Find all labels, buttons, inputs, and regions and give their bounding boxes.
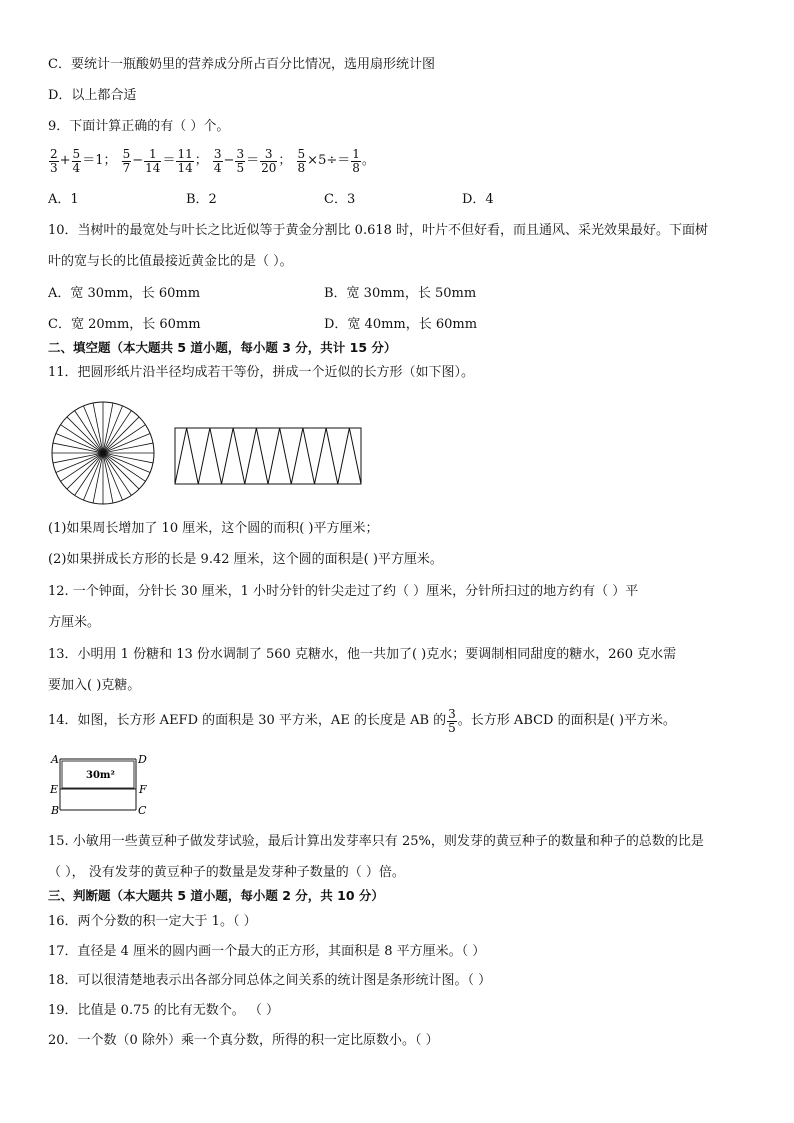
fraction: $\frac{2}{3}$: [50, 146, 58, 175]
q12-line2: 方厘米。: [48, 615, 101, 630]
fraction: $\frac{5}{8}$: [297, 146, 306, 175]
q11-sub2: (2)如果拼成长方形的长是 9.42 厘米，这个圆的面积是( )平方厘米。: [48, 552, 443, 567]
q15-line1: 15. 小敏用一些黄豆种子做发芽试验，最后计算出发芽率只有 25%，则发芽的黄豆种子的数量和种子的总数的比是: [48, 834, 704, 849]
q14-stem: 14．如图，长方形 AEFD 的面积是 30 平方米，AE 的长度是 AB 的 $\frac{3}{5}$ 。长方形 ABCD 的面积是( )平方米。: [48, 706, 676, 735]
q8-option-c: C．要统计一瓶酸奶里的营养成分所占百分比情况，选用扇形统计图: [48, 57, 435, 72]
q11-sub1: (1)如果周长增加了 10 厘米，这个圆的而积( )平方厘米；: [48, 521, 379, 536]
q10-option-c: C．宽 20mm，长 60mm: [48, 317, 201, 332]
judgment-18: 18．可以很清楚地表示出各部分同总体之间关系的统计图是条形统计图。（ ）: [48, 973, 492, 988]
q10-option-b: B．宽 30mm，长 50mm: [324, 286, 477, 301]
circle-spoke: [67, 417, 103, 453]
area-label: 30m²: [86, 770, 115, 781]
sector-zigzag: [175, 428, 361, 484]
section-3-title: 三、判断题（本大题共 5 道小题，每小题 2 分，共 10 分）: [48, 888, 384, 903]
label-b: B: [51, 804, 60, 817]
fraction: $\frac{1}{14}$: [145, 146, 161, 175]
circle-spoke: [103, 417, 139, 453]
divided-circle-figure: [48, 397, 158, 509]
fraction: $\frac{5}{7}$: [122, 146, 131, 175]
q9-option-a: A．1: [48, 192, 79, 207]
judgment-20: 20．一个数（0 除外）乘一个真分数，所得的积一定比原数小。（ ）: [48, 1033, 439, 1048]
circle-spoke: [103, 453, 139, 489]
circle-spoke: [67, 453, 103, 489]
fraction: $\frac{3}{5}$: [448, 706, 456, 735]
q15-line2: （ ）， 没有发芽的黄豆种子的数量是发芽种子数量的（ ）倍。: [48, 865, 405, 880]
q10-line2: 叶的宽与长的比值最接近黄金比的是（ ）。: [48, 254, 293, 269]
label-d: D: [138, 753, 147, 766]
judgment-19: 19．比值是 0.75 的比有无数个。 （ ）: [48, 1003, 280, 1018]
q9-option-d: D．4: [462, 192, 494, 207]
judgment-17: 17．直径是 4 厘米的圆内画一个最大的正方形，其面积是 8 平方厘米。（ ）: [48, 944, 486, 959]
q8-option-d: D．以上都合适: [48, 88, 137, 103]
rectangle-abcd-figure: [48, 750, 158, 818]
fraction: $\frac{5}{4}$: [72, 146, 81, 175]
q13-line1: 13．小明用 1 份糖和 13 份水调制了 560 克糖水，他一共加了( )克水；要调制相同甜度的糖水，260 克水需: [48, 647, 677, 662]
judgment-16: 16．两个分数的积一定大于 1。（ ）: [48, 914, 257, 929]
label-c: C: [138, 804, 147, 817]
q13-line2: 要加入( )克糖。: [48, 678, 141, 693]
fraction: $\frac{11}{14}$: [177, 146, 193, 175]
fraction: $\frac{3}{4}$: [213, 146, 222, 175]
label-a: A: [51, 753, 59, 766]
label-f: F: [139, 783, 147, 796]
rectangle-outline: [175, 428, 361, 484]
fraction: $\frac{3}{5}$: [236, 146, 245, 175]
q10-line1: 10．当树叶的最宽处与叶长之比近似等于黄金分割比 0.618 时，叶片不但好看，而且通风、采光效果最好。下面树: [48, 223, 709, 238]
q9-option-c: C．3: [324, 192, 356, 207]
section-2-title: 二、填空题（本大题共 5 道小题，每小题 3 分，共计 15 分）: [48, 340, 397, 355]
q10-option-d: D．宽 40mm，长 60mm: [324, 317, 478, 332]
q10-option-a: A．宽 30mm，长 60mm: [48, 286, 201, 301]
q12-line1: 12. 一个钟面，分针长 30 厘米，1 小时分针的针尖走过了约（ ）厘米，分针所扫过的地方约有（ ）平: [48, 584, 639, 599]
label-e: E: [50, 783, 59, 796]
q9-option-b: B．2: [186, 192, 217, 207]
fraction: $\frac{1}{8}$: [352, 146, 360, 175]
fraction: $\frac{3}{20}$: [261, 146, 277, 175]
approx-rectangle-figure: [174, 427, 364, 487]
q9-stem: 9．下面计算正确的有（ ）个。: [48, 119, 230, 134]
q9-expressions: $\frac{2}{3}$ + $\frac{5}{4}$ ＝1； $\frac{5}{7}$ − $\frac{1}{14}$ ＝ $\frac{11}{14}$ ； $\frac{3}{4}$ − $\frac{3}{5}$ ＝ $\frac{3}{20}$ ； $\frac{5}{8}$ ×5÷＝ $\frac{1}{8}$ 。: [50, 146, 375, 175]
q11-stem: 11．把圆形纸片沿半径均成若干等份，拼成一个近似的长方形（如下图）。: [48, 365, 475, 380]
